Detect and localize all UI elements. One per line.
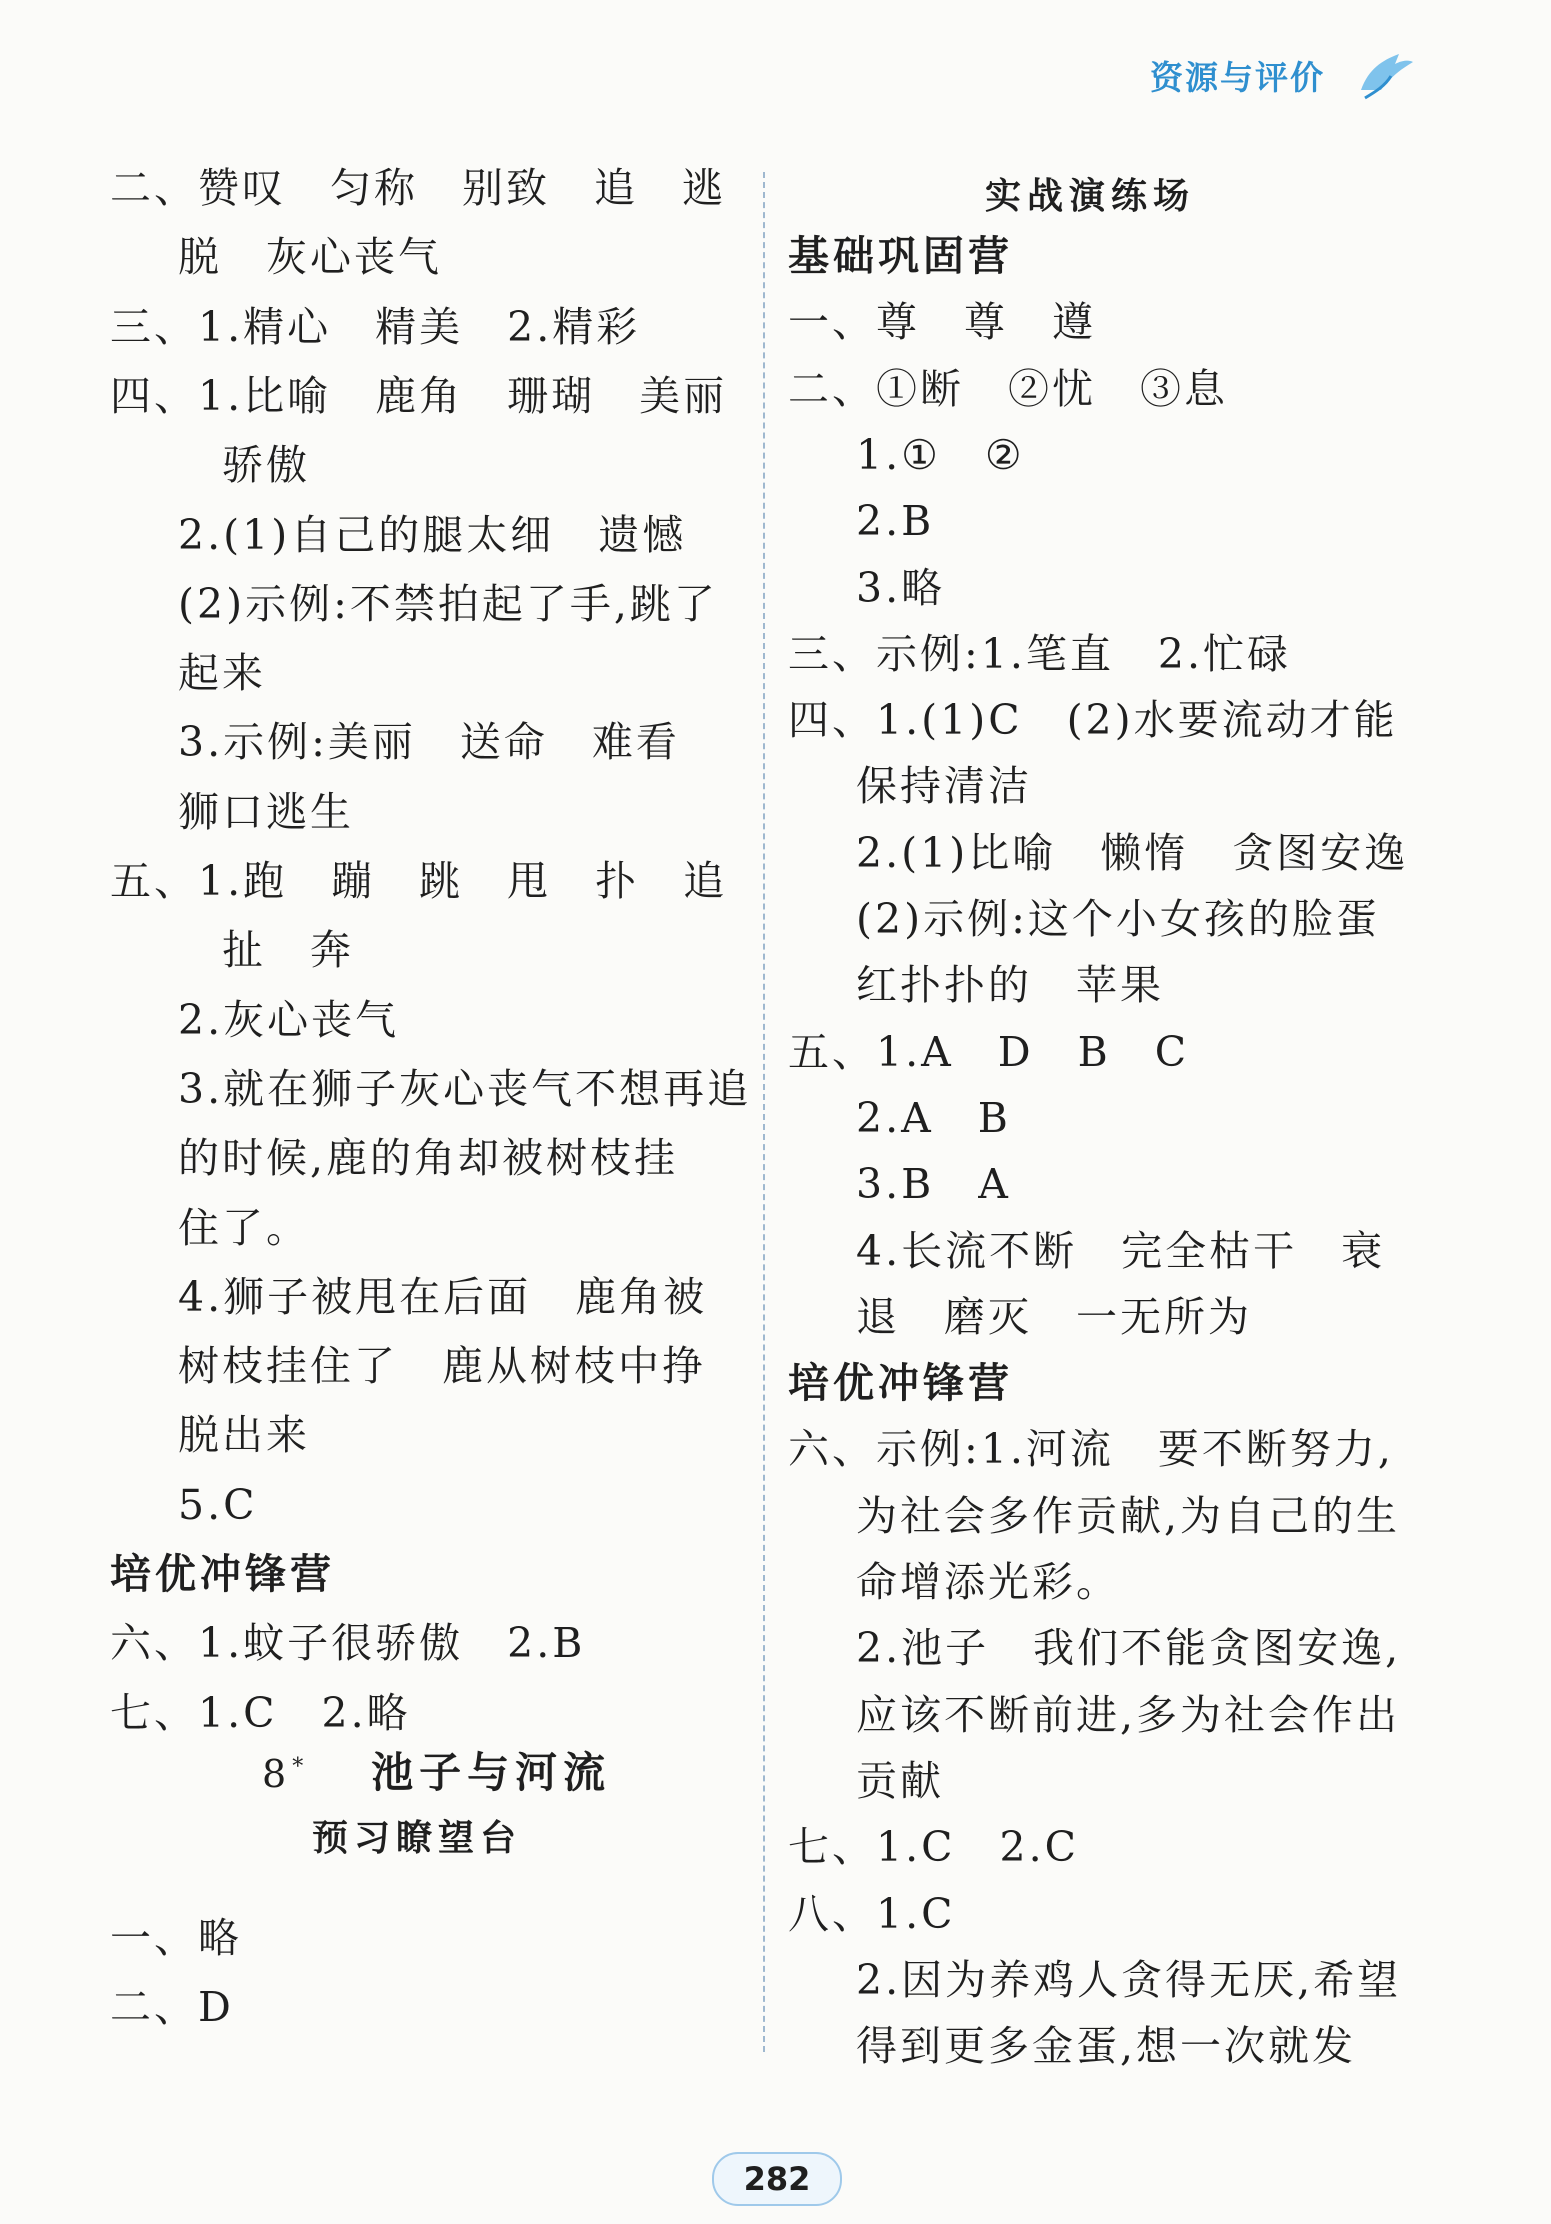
answer-line: 应该不断前进,多为社会作出 bbox=[856, 1690, 1401, 1739]
answer-line: 贡献 bbox=[856, 1756, 944, 1805]
page-number-badge bbox=[712, 2152, 842, 2206]
answer-line: 二、赞叹 匀称 别致 追 逃 bbox=[110, 164, 726, 212]
answer-line: 2.(1)比喻 懒惰 贪图安逸 bbox=[856, 828, 1409, 877]
brand-logo-icon bbox=[1355, 46, 1415, 106]
answer-line: 五、1.A D B C bbox=[788, 1027, 1190, 1076]
answer-line: 2.(1)自己的腿太细 遗憾 bbox=[178, 510, 687, 559]
answer-line: 六、1.蚊子很骄傲 2.B bbox=[110, 1619, 586, 1668]
lesson-number: 8* bbox=[262, 1752, 310, 1796]
answer-line: 4.狮子被甩在后面 鹿角被 bbox=[178, 1272, 708, 1321]
answer-line: 住了。 bbox=[178, 1203, 310, 1252]
answer-line: 的时候,鹿的角却被树枝挂 bbox=[178, 1134, 679, 1183]
answer-line: 3.示例:美丽 送命 难看 bbox=[178, 718, 680, 767]
section-heading: 培优冲锋营 bbox=[110, 1550, 335, 1598]
lesson-title bbox=[262, 1740, 611, 1800]
answer-line: 2.因为养鸡人贪得无厌,希望 bbox=[856, 1955, 1402, 2004]
lesson-subtitle: 预习瞭望台 bbox=[312, 1818, 523, 1859]
answer-line: 3.略 bbox=[856, 563, 946, 612]
answer-line: 脱出来 bbox=[178, 1411, 310, 1460]
header-brand: 资源与评价 bbox=[1150, 58, 1325, 97]
answer-line: 二、①断 ②忧 ③息 bbox=[788, 364, 1228, 413]
answer-line: 命增添光彩。 bbox=[856, 1558, 1120, 1606]
answer-line: 狮口逃生 bbox=[178, 787, 354, 836]
answer-line: 一、尊 尊 遵 bbox=[788, 298, 1096, 347]
answer-line: 树枝挂住了 鹿从树枝中挣 bbox=[178, 1342, 706, 1391]
answer-line: 四、1.(1)C (2)水要流动才能 bbox=[788, 696, 1398, 745]
section-heading: 培优冲锋营 bbox=[788, 1359, 1013, 1408]
answer-line: 1.① ② bbox=[856, 430, 1025, 479]
answer-line: 一、略 bbox=[110, 1914, 242, 1962]
answer-line: 得到更多金蛋,想一次就发 bbox=[856, 2022, 1357, 2071]
answer-line: 保持清洁 bbox=[856, 762, 1032, 811]
answer-line: 3.B A bbox=[856, 1160, 1011, 1209]
answer-line: (2)示例:这个小女孩的脸蛋 bbox=[856, 895, 1380, 943]
answer-line: 七、1.C 2.C bbox=[788, 1823, 1079, 1872]
answer-line: 二、D bbox=[110, 1983, 234, 2031]
answer-line: 七、1.C 2.略 bbox=[110, 1688, 411, 1737]
answer-line: 骄傲 bbox=[222, 441, 310, 490]
answer-line: 三、示例:1.笔直 2.忙碌 bbox=[788, 629, 1292, 678]
answer-line: 2.A B bbox=[856, 1093, 1011, 1142]
answer-line: 为社会多作贡献,为自己的生 bbox=[856, 1491, 1401, 1540]
answer-line: 4.长流不断 完全枯干 衰 bbox=[856, 1226, 1386, 1275]
answer-line: 5.C bbox=[178, 1480, 258, 1529]
answer-line: 退 磨灭 一无所为 bbox=[856, 1292, 1252, 1341]
answer-line: 六、示例:1.河流 要不断努力, bbox=[788, 1425, 1394, 1474]
answer-line: 2.池子 我们不能贪图安逸, bbox=[856, 1624, 1402, 1673]
lesson-title-text: 池子与河流 bbox=[371, 1748, 612, 1797]
answer-line: 起来 bbox=[178, 649, 266, 698]
answer-line: 脱 灰心丧气 bbox=[178, 233, 442, 282]
column-divider bbox=[763, 172, 765, 2052]
answer-line: 三、1.精心 精美 2.精彩 bbox=[110, 302, 641, 351]
answer-line: 八、1.C bbox=[788, 1889, 956, 1938]
answer-line: 3.就在狮子灰心丧气不想再追 bbox=[178, 1064, 752, 1113]
section-heading: 基础巩固营 bbox=[788, 232, 1013, 280]
answer-line: (2)示例:不禁拍起了手,跳了 bbox=[178, 579, 718, 628]
answer-line: 2.B bbox=[856, 497, 935, 546]
right-column-title: 实战演练场 bbox=[985, 176, 1196, 217]
answer-line: 红扑扑的 苹果 bbox=[856, 961, 1164, 1010]
page-number: 282 bbox=[743, 2160, 811, 2198]
answer-line: 五、1.跑 蹦 跳 甩 扑 追 bbox=[110, 857, 728, 905]
answer-line: 2.灰心丧气 bbox=[178, 995, 400, 1044]
answer-line: 扯 奔 bbox=[222, 926, 354, 975]
answer-line: 四、1.比喻 鹿角 珊瑚 美丽 bbox=[110, 371, 728, 420]
